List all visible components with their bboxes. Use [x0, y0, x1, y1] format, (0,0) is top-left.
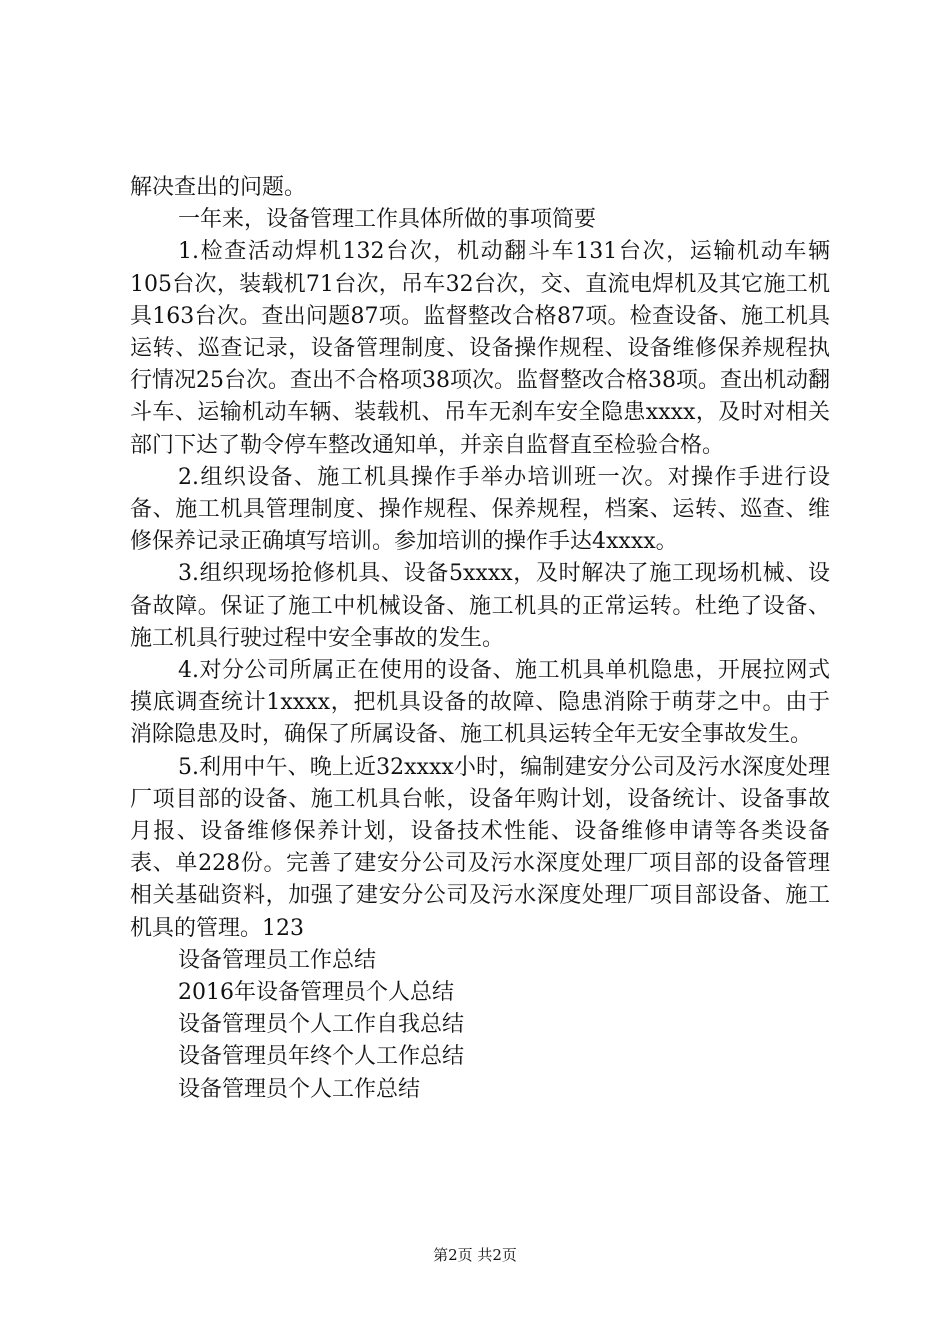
item-paragraph-3: 3.组织现场抢修机具、设备5xxxx，及时解决了施工现场机械、设备故障。保证了施工中机械设备、施工机具的正常运转。杜绝了设备、施工机具行驶过程中安全事故的发生。	[130, 561, 830, 651]
related-title[interactable]: 2016年设备管理员个人总结	[178, 980, 454, 1006]
section-heading: 一年来，设备管理工作具体所做的事项简要	[178, 207, 597, 233]
item-paragraph-2: 2.组织设备、施工机具操作手举办培训班一次。对操作手进行设备、施工机具管理制度、操作规程、保养规程，档案、运转、巡查、维修保养记录正确填写培训。参加培训的操作手达4xxxx。	[130, 464, 830, 555]
document-body	[130, 172, 830, 1106]
page-indicator: 第2页 共2页	[433, 1246, 517, 1264]
opening-line: 解决查出的问题。	[130, 175, 307, 200]
related-title[interactable]: 设备管理员年终个人工作总结	[178, 1044, 465, 1070]
related-titles-list	[130, 945, 830, 1106]
related-title[interactable]: 设备管理员个人工作总结	[178, 1076, 421, 1102]
page-footer	[0, 1244, 950, 1265]
item-paragraph-5: 5.利用中午、晚上近32xxxx小时，编制建安分公司及污水深度处理厂项目部的设备、施工机具台帐，设备年购计划，设备统计、设备事故月报、设备维修保养计划，设备技术性能、设备维修申请等各类设备表、单228份。完善了建安分公司及污水深度处理厂项目部的设备管理相关基础资料，加强了建安分公司及污水深度处理厂项目部设备、施工机具的管理。123	[130, 754, 830, 941]
related-title[interactable]: 设备管理员个人工作自我总结	[178, 1012, 465, 1038]
related-title[interactable]: 设备管理员工作总结	[178, 947, 377, 973]
item-paragraph-1: 1.检查活动焊机132台次，机动翻斗车131台次，运输机动车辆105台次，装载机71台次，吊车32台次，交、直流电焊机及其它施工机具163台次。查出问题87项。监督整改合格87项。检查设备、施工机具运转、巡查记录，设备管理制度、设备操作规程、设备维修保养规程执行情况25台次。查出不合格项38项次。监督整改合格38项。查出机动翻斗车、运输机动车辆、装载机、吊车无刹车安全隐患xxxx，及时对相关部门下达了勒令停车整改通知单，并亲自监督直至检验合格。	[130, 239, 830, 458]
item-paragraph-4: 4.对分公司所属正在使用的设备、施工机具单机隐患，开展拉网式摸底调查统计1xxxx，把机具设备的故障、隐患消除于萌芽之中。由于消除隐患及时，确保了所属设备、施工机具运转全年无安全事故发生。	[130, 658, 830, 748]
